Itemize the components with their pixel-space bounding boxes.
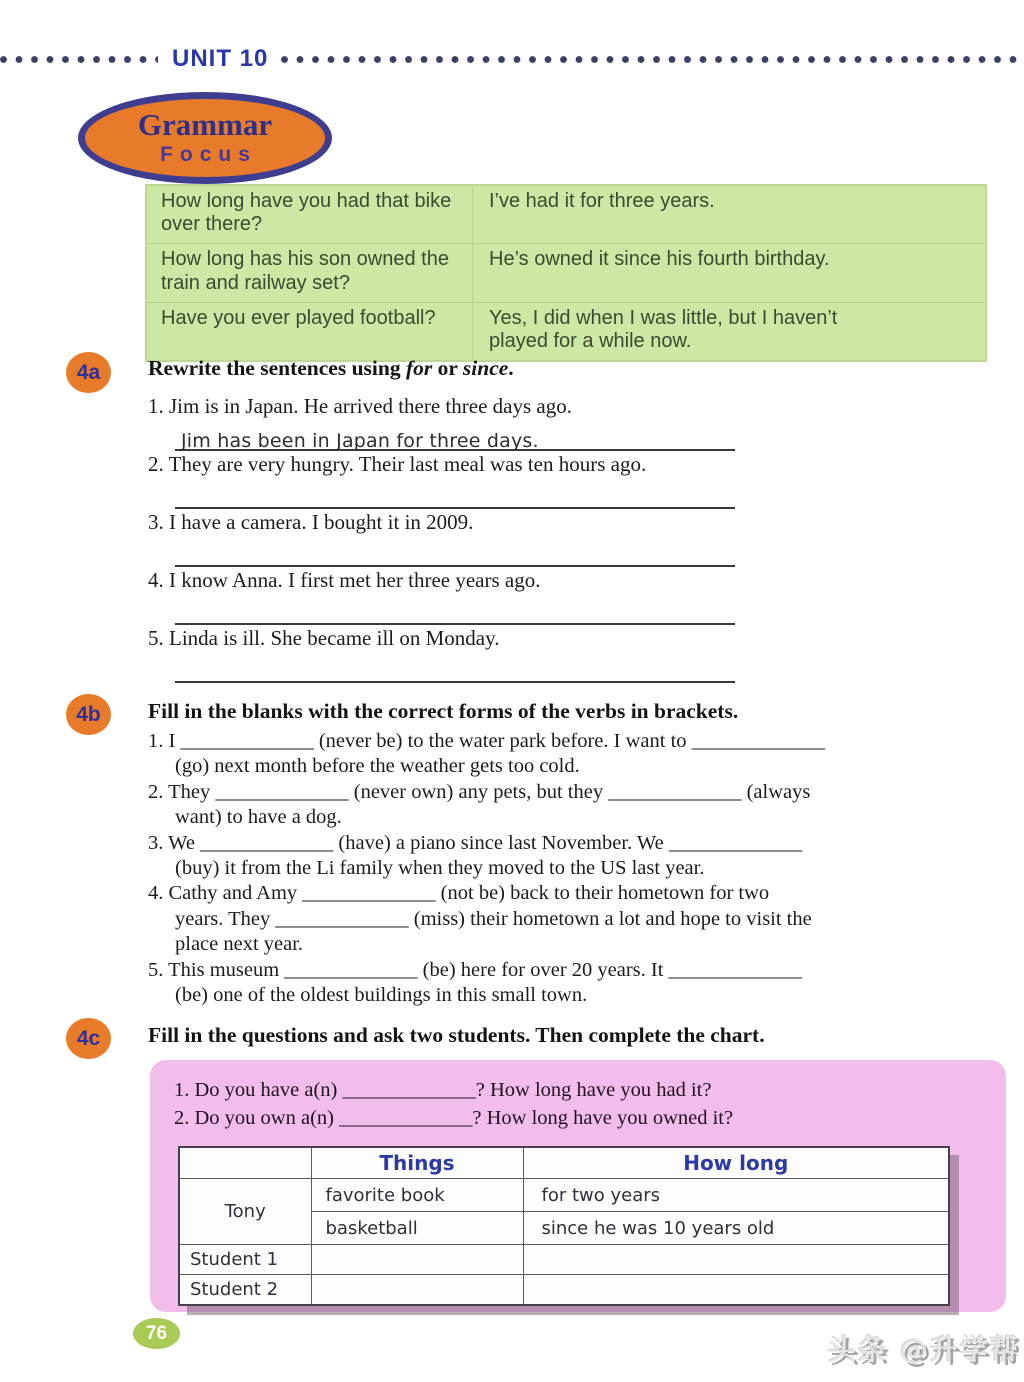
fill-blank-line: years. They _____________ (miss) their hometown a lot and hope to visit the — [175, 907, 812, 930]
fill-blank-line: (buy) it from the Li family when they moved to the US last year. — [175, 857, 705, 880]
chart-header-things: Things — [311, 1147, 523, 1179]
fill-blank-line: place next year. — [175, 933, 304, 956]
title-text: or — [432, 356, 463, 380]
handwritten-answer: Jim has been in Japan for three days. — [181, 430, 539, 452]
section-4a-badge: 4a — [66, 352, 111, 393]
survey-question: 2. Do you own a(n) _____________? How long have you owned it? — [174, 1107, 734, 1129]
chart-cell-howlong — [523, 1245, 949, 1275]
dotted-rule-right — [281, 56, 1022, 63]
grammar-answer: Yes, I did when I was little, but I haven’t played for a while now. — [472, 303, 985, 360]
exercise-item — [148, 509, 980, 567]
grammar-focus-line1: Grammar — [137, 107, 273, 143]
chart-cell-howlong — [523, 1275, 949, 1306]
answer-blank-line — [175, 536, 735, 567]
title-text: . — [508, 356, 514, 380]
sentence: 3. I have a camera. I bought it in 2009. — [148, 510, 474, 534]
exercise-item — [148, 567, 980, 625]
section-4c-badge: 4c — [66, 1018, 111, 1059]
grammar-row — [147, 186, 985, 243]
grammar-question: How long has his son owned the train and railway set? — [161, 248, 449, 294]
sentence: 2. They are very hungry. Their last meal was ten hours ago. — [148, 452, 647, 476]
chart-header-empty — [179, 1147, 311, 1179]
exercise-item — [148, 451, 980, 509]
answer-blank-line — [175, 478, 735, 509]
fill-blank-line: 2. They _____________ (never own) any pets, but they _____________ (always — [148, 780, 811, 803]
fill-blank-line: 3. We _____________ (have) a piano since last November. We _____________ — [148, 831, 803, 854]
section-4a-items — [148, 393, 980, 683]
grammar-answer: He’s owned it since his fourth birthday. — [472, 244, 985, 301]
unit-header — [0, 46, 1024, 72]
chart-cell-thing: favorite book — [311, 1179, 523, 1212]
section-4b-title: Fill in the blanks with the correct forms of the verbs in brackets. — [148, 699, 739, 723]
fill-blank-line: 1. I _____________ (never be) to the water park before. I want to _____________ — [148, 730, 825, 752]
sentence: 5. Linda is ill. She became ill on Monday. — [148, 626, 500, 650]
answer-blank-line — [175, 652, 735, 683]
chart-cell-name: Student 2 — [179, 1275, 311, 1306]
section-4b-badge: 4b — [66, 694, 111, 735]
chart-row-student1 — [179, 1245, 949, 1275]
answer-blank-line — [175, 594, 735, 625]
sentence: 1. Jim is in Japan. He arrived there three days ago. — [148, 394, 572, 418]
chart-header-howlong: How long — [523, 1147, 949, 1179]
section-4c-title: Fill in the questions and ask two students. Then complete the chart. — [148, 1023, 765, 1047]
chart-cell-name: Tony — [179, 1179, 311, 1245]
watermark: 头条 @升学帮 — [828, 1333, 1020, 1366]
chart-row-student2 — [179, 1275, 949, 1306]
chart-row-tony-1 — [179, 1179, 949, 1212]
chart-cell-howlong: since he was 10 years old — [523, 1212, 949, 1245]
answer-blank-line — [175, 420, 735, 451]
chart-cell-thing — [311, 1245, 523, 1275]
fill-blank-line: 4. Cathy and Amy _____________ (not be) back to their hometown for two — [148, 882, 770, 905]
grammar-question: How long have you had that bike over there? — [161, 190, 452, 236]
fill-blank-line: (be) one of the oldest buildings in this small town. — [175, 984, 588, 1007]
sentence: 4. I know Anna. I first met her three years ago. — [148, 568, 541, 592]
fill-blank-line: (go) next month before the weather gets too cold. — [175, 755, 580, 778]
title-text: Rewrite the sentences using — [148, 356, 406, 380]
section-4a-title — [148, 356, 514, 381]
title-italic-for: for — [405, 356, 433, 380]
title-italic-since: since — [462, 356, 509, 380]
survey-panel — [150, 1060, 1006, 1312]
grammar-row — [147, 302, 985, 360]
dotted-rule-left — [0, 56, 158, 63]
chart-header-row — [179, 1147, 949, 1179]
section-4b-items — [148, 729, 993, 1008]
fill-blank-line: 5. This museum _____________ (be) here for over 20 years. It _____________ — [148, 958, 802, 981]
chart-cell-name: Student 1 — [179, 1245, 311, 1275]
fill-blank-line: want) to have a dog. — [175, 806, 342, 829]
grammar-answer: I’ve had it for three years. — [472, 186, 985, 243]
exercise-item — [148, 625, 980, 683]
grammar-question: Have you ever played football? — [161, 306, 436, 329]
grammar-focus-badge — [78, 92, 332, 184]
grammar-focus-table — [145, 184, 987, 362]
survey-question: 1. Do you have a(n) _____________? How long have you had it? — [174, 1079, 712, 1101]
grammar-row — [147, 243, 985, 301]
survey-chart — [178, 1146, 950, 1306]
chart-cell-thing: basketball — [311, 1212, 523, 1245]
chart-cell-thing — [311, 1275, 523, 1306]
chart-cell-howlong: for two years — [523, 1179, 949, 1212]
exercise-item — [148, 393, 980, 451]
grammar-focus-line2: Focus — [160, 143, 257, 167]
page-number-badge: 76 — [133, 1318, 180, 1349]
unit-title: UNIT 10 — [172, 45, 269, 72]
